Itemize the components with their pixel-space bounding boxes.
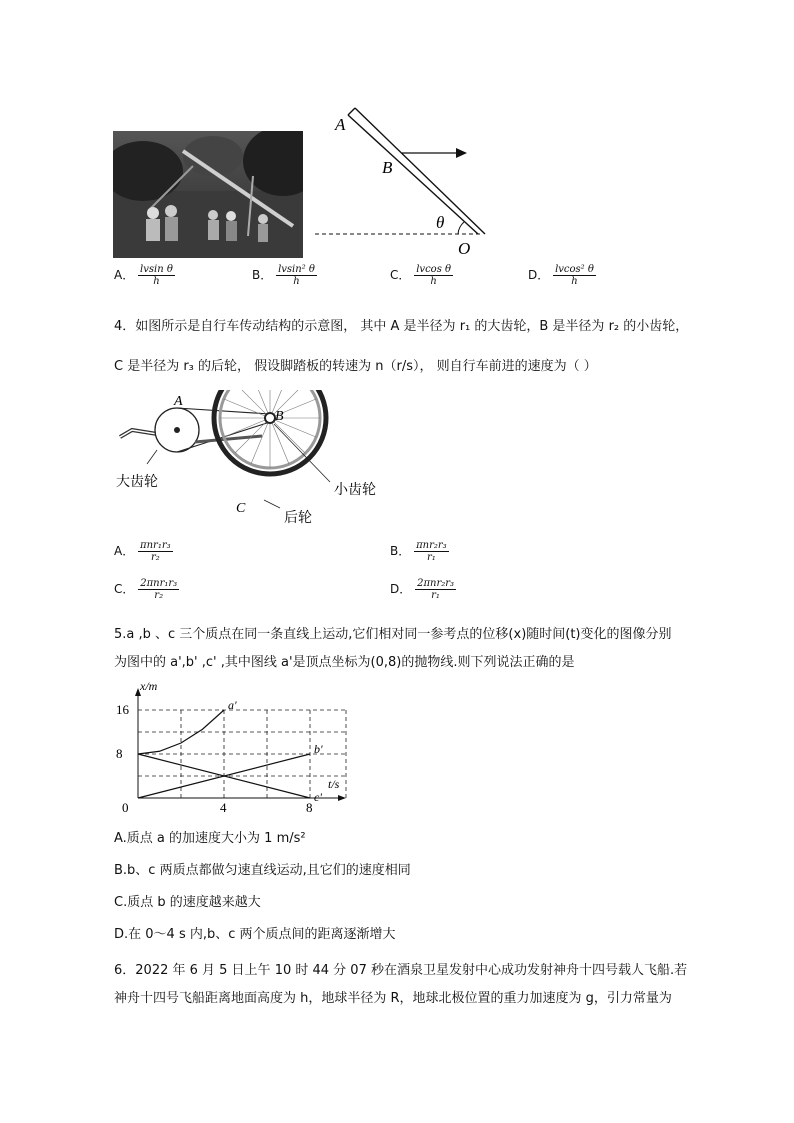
q4-option-c <box>114 578 179 601</box>
option-letter: B． <box>390 544 411 558</box>
x-axis-label: t/s <box>328 777 340 791</box>
q5-option-b: B.b、c 两质点都做匀速直线运动,且它们的速度相同 <box>114 863 411 878</box>
x-tick-label: 0 <box>122 800 129 815</box>
xt-graph <box>110 676 360 816</box>
series-label: a' <box>228 698 237 712</box>
q4-option-a <box>114 540 173 563</box>
q6-stem-line2: 神舟十四号飞船距离地面高度为 h，地球半径为 R，地球北极位置的重力加速度为 g，引力常量为 <box>114 991 672 1006</box>
q5-option-c: C.质点 b 的速度越来越大 <box>114 895 261 910</box>
q4-stem-line2: C 是半径为 r₃ 的后轮， 假设脚踏板的转速为 n（r/s）， 则自行车前进的速度为（ ） <box>114 359 597 374</box>
option-letter: D． <box>390 582 412 596</box>
label-theta: θ <box>436 213 445 232</box>
y-axis-label: x/m <box>140 679 158 693</box>
q4-option-d <box>390 578 456 601</box>
q4-stem-line1: 4．如图所示是自行车传动结构的示意图， 其中 A 是半径为 r₁ 的大齿轮，B 是半径为 r₂ 的小齿轮， <box>114 319 689 334</box>
y-tick-label: 16 <box>116 702 129 717</box>
series-label: b' <box>314 742 323 756</box>
xt-chart-svg <box>110 676 360 816</box>
fraction-numerator: πnr₂r₃ <box>416 540 447 551</box>
q3-option-d <box>528 264 596 287</box>
label-O: O <box>458 239 471 258</box>
label-C: C <box>236 501 246 516</box>
fraction-denominator: r₂ <box>150 552 160 563</box>
crane-photo <box>113 131 303 258</box>
fraction-numerator: 2πnr₂r₃ <box>417 578 455 589</box>
fraction-numerator: lvsin θ <box>140 264 173 275</box>
fraction-denominator: r₁ <box>426 552 436 563</box>
series-label: c' <box>314 790 322 804</box>
fraction-numerator: lvcos θ <box>416 264 452 275</box>
q5-stem-line1: 5.a ,b 、c 三个质点在同一条直线上运动,它们相对同一参考点的位移(x)随时间(t)变化的图像分别 <box>114 627 672 642</box>
option-letter: C． <box>114 582 135 596</box>
q5-stem-line2: 为图中的 a',b' ,c' ,其中图线 a'是顶点坐标为(0,8)的抛物线.则下列说法正确的是 <box>114 655 575 670</box>
label-A: A <box>174 394 183 409</box>
y-tick-label: 8 <box>116 746 123 761</box>
fraction-numerator: 2πnr₁r₃ <box>140 578 178 589</box>
label-B: B <box>275 409 284 424</box>
bicycle-diagram <box>112 390 402 530</box>
q4-option-b <box>390 540 449 563</box>
fraction-denominator: h <box>153 276 160 287</box>
q5-option-d: D.在 0～4 s 内,b、c 两个质点间的距离逐渐增大 <box>114 927 396 942</box>
label-rear-wheel: 后轮 <box>284 511 312 526</box>
option-letter: D． <box>528 268 550 282</box>
x-axis-arrow <box>338 795 346 801</box>
q3-option-a <box>114 264 175 287</box>
fraction-numerator: lvcos² θ <box>555 264 594 275</box>
label-B: B <box>382 158 393 177</box>
option-letter: C． <box>390 268 411 282</box>
q6-stem-line1: 6．2022 年 6 月 5 日上午 10 时 44 分 07 秒在酒泉卫星发射中心成功发射神舟十四号载人飞船.若 <box>114 963 688 978</box>
q3-option-b <box>252 264 317 287</box>
label-A: A <box>335 115 346 134</box>
q3-option-c <box>390 264 453 287</box>
x-tick-label: 4 <box>220 800 227 815</box>
q5-option-a: A.质点 a 的加速度大小为 1 m/s² <box>114 831 306 846</box>
fraction-denominator: r₁ <box>431 590 440 601</box>
fraction-denominator: h <box>571 276 578 287</box>
option-letter: B． <box>252 268 273 282</box>
label-big-gear: 大齿轮 <box>116 475 158 490</box>
fraction-denominator: h <box>430 276 437 287</box>
option-letter: A． <box>114 268 135 282</box>
label-small-gear: 小齿轮 <box>334 483 376 498</box>
x-tick-label: 8 <box>306 800 313 815</box>
rod-diagram <box>310 100 510 260</box>
option-letter: A． <box>114 544 135 558</box>
fraction-numerator: πnr₁r₃ <box>140 540 171 551</box>
fraction-numerator: lvsin² θ <box>278 264 315 275</box>
fraction-denominator: h <box>293 276 300 287</box>
fraction-denominator: r₂ <box>154 590 164 601</box>
